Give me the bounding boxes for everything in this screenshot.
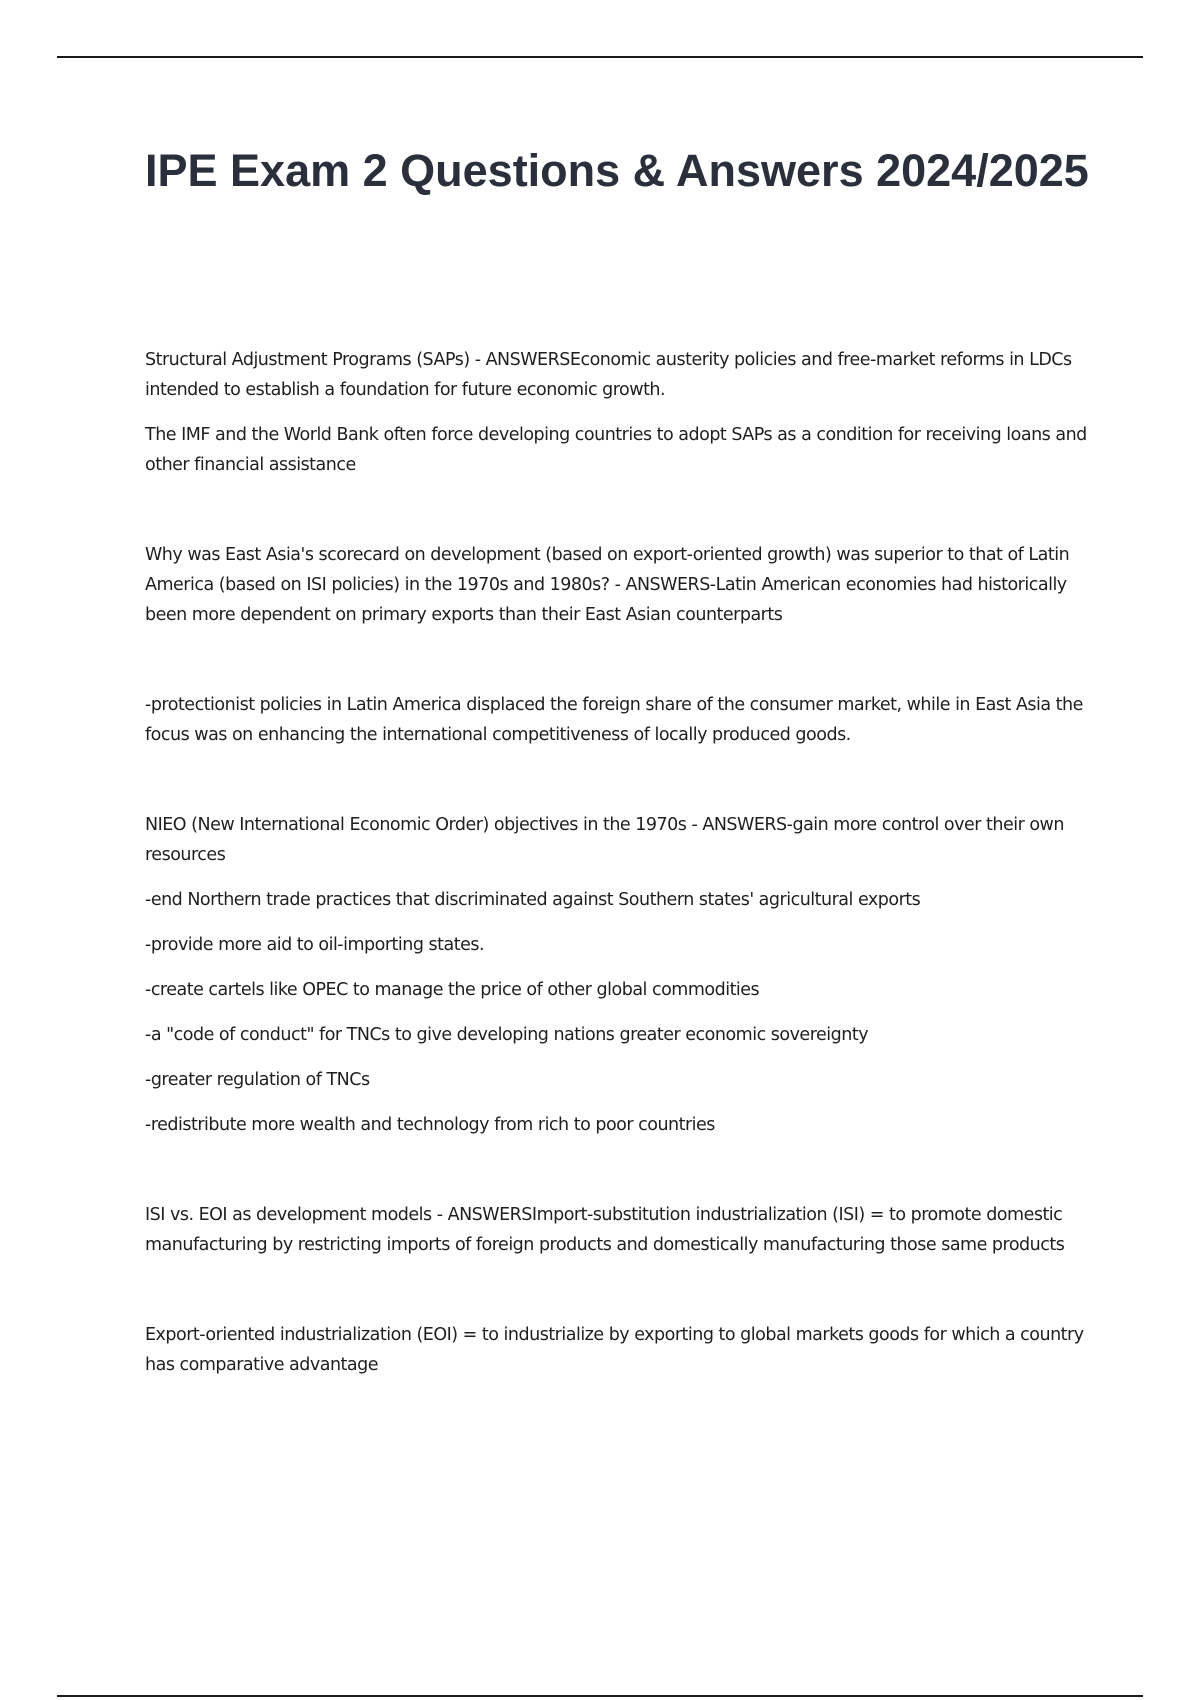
paragraph-east-asia-question: Why was East Asia's scorecard on development (based on export-oriented growth) was superior to that of Latin America (based on ISI policies) in the 1970s and 1980s? - ANSWERS-Latin American economies had historically been more dependent on primary exports than their East Asian counterparts <box>145 545 1070 625</box>
page-title: IPE Exam 2 Questions & Answers 2024/2025 <box>145 145 1089 196</box>
paragraph-nieo-regulation: -greater regulation of TNCs <box>145 1070 370 1090</box>
paragraph-protectionist: -protectionist policies in Latin America displaced the foreign share of the consumer market, while in East Asia the focus was on enhancing the international competitiveness of locally produced goods. <box>145 695 1083 745</box>
paragraph-saps-answer: Structural Adjustment Programs (SAPs) - ANSWERSEconomic austerity policies and free-market reforms in LDCs intended to establish a foundation for future economic growth. <box>145 350 1072 400</box>
paragraph-nieo-code: -a "code of conduct" for TNCs to give developing nations greater economic sovereignty <box>145 1025 869 1045</box>
document-body <box>145 345 1090 1380</box>
paragraph-saps-imf: The IMF and the World Bank often force developing countries to adopt SAPs as a condition for receiving loans and other financial assistance <box>145 425 1087 475</box>
paragraph-eoi-definition: Export-oriented industrialization (EOI) = to industrialize by exporting to global markets goods for which a country has comparative advantage <box>145 1325 1084 1375</box>
paragraph-nieo-question: NIEO (New International Economic Order) objectives in the 1970s - ANSWERS-gain more control over their own resources <box>145 815 1064 865</box>
paragraph-isi-eoi-question: ISI vs. EOI as development models - ANSWERSImport-substitution industrialization (ISI) = to promote domestic manufacturing by restricting imports of foreign products and domestically manufacturing those same products <box>145 1205 1065 1255</box>
bottom-rule <box>57 1695 1143 1697</box>
paragraph-nieo-cartels: -create cartels like OPEC to manage the price of other global commodities <box>145 980 760 1000</box>
paragraph-nieo-trade: -end Northern trade practices that discriminated against Southern states' agricultural exports <box>145 890 921 910</box>
paragraph-nieo-redistribute: -redistribute more wealth and technology from rich to poor countries <box>145 1115 715 1135</box>
top-rule <box>57 56 1143 58</box>
paragraph-nieo-aid: -provide more aid to oil-importing states. <box>145 935 485 955</box>
